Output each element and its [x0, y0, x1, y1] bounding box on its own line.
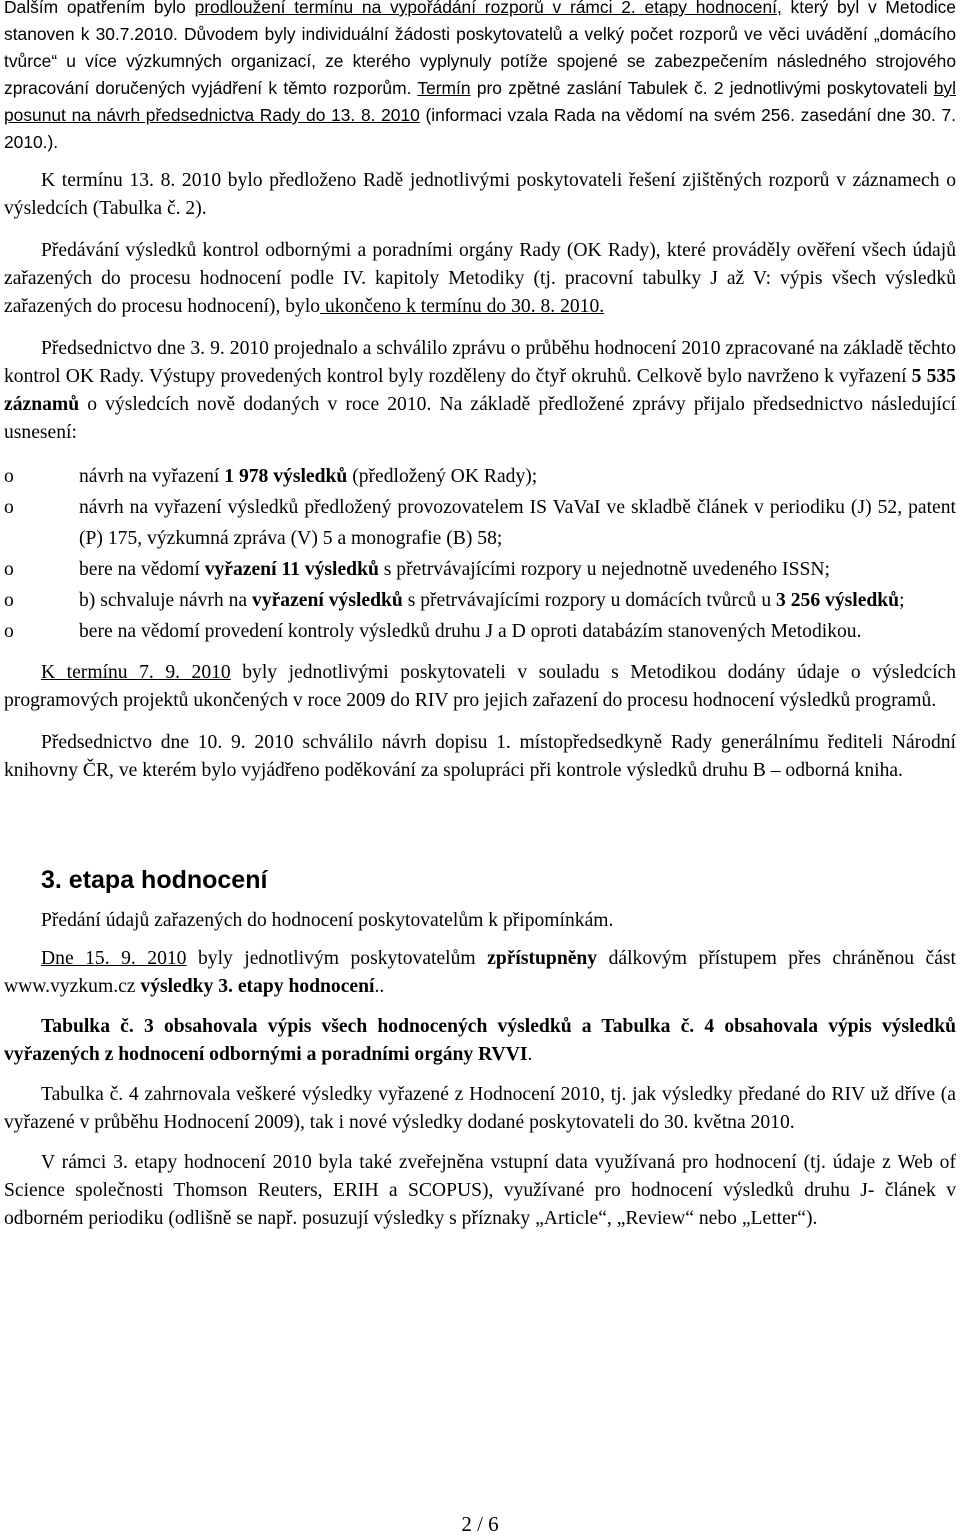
- underlined-text: Dne 15. 9. 2010: [41, 948, 187, 969]
- underlined-text: prodloužení termínu na vypořádání rozporů v rámci 2. etapy hodnocení,: [194, 0, 782, 17]
- bullet: o: [4, 497, 14, 518]
- paragraph-access: Dne 15. 9. 2010 byly jednotlivým poskytovatelům zpřístupněny dálkovým přístupem přes chráněnou část www.vyzkum.cz výsledky 3. etapy hodnocení..: [4, 948, 956, 997]
- paragraph-table-4: Tabulka č. 4 zahrnovala veškeré výsledky vyřazené z Hodnocení 2010, tj. jak výsledky předané do RIV už dříve (a vyřazené v průběhu Hodnocení 2009), tak i nové výsledky dodané poskytovateli do 30. května 2010.: [4, 1084, 956, 1133]
- underlined-text: ukončeno k termínu do 30. 8. 2010.: [320, 296, 605, 317]
- underlined-text: byl posunut na návrh předsednictva Rady do 13. 8. 2010: [4, 78, 956, 125]
- resolution-list: [4, 461, 956, 647]
- document-page: [4, 0, 956, 1233]
- bullet: o: [4, 590, 14, 611]
- paragraph-input-data: V rámci 3. etapy hodnocení 2010 byla také zveřejněna vstupní data využívaná pro hodnocení (tj. údaje z Web of Science společnosti Thomson Reuters, ERIH a SCOPUS), využívané pro hodnocení výsledků druhu J- článek v odborném periodiku (odlišně se např. posuzují výsledky s příznaky „Article“, „Review“ nebo „Letter“).: [4, 1152, 956, 1229]
- paragraph-control-results: Předávání výsledků kontrol odbornými a poradními orgány Rady (OK Rady), které prováděly ověření všech údajů zařazených do procesu hodnocení podle IV. kapitoly Metodiky (tj. pracovní tabulky J až V: výpis všech výsledků zařazených do procesu hodnocení), bylo ukončeno k termínu do 30. 8. 2010.: [4, 240, 956, 317]
- paragraph-deadline-13-8: K termínu 13. 8. 2010 bylo předloženo Radě jednotlivými poskytovateli řešení zjištěných rozporů v záznamech o výsledcích (Tabulka č. 2).: [4, 170, 956, 219]
- underlined-text: Termín: [417, 78, 471, 98]
- section-heading: 3. etapa hodnocení: [41, 866, 268, 894]
- bullet: o: [4, 559, 14, 580]
- paragraph-deadline-7-9: K termínu 7. 9. 2010 byly jednotlivými poskytovateli v souladu s Metodikou dodány údaje o výsledcích programových projektů ukončených v roce 2009 do RIV pro jejich zařazení do procesu hodnocení výsledků programů.: [4, 662, 957, 711]
- bullet: o: [4, 621, 14, 642]
- page-number: 2 / 6: [461, 1512, 499, 1536]
- list-item: o b) schvaluje návrh na vyřazení výsledků s přetrvávajícími rozpory u domácích tvůrců u 3 256 výsledků;: [4, 585, 956, 616]
- paragraph-presidium-10-9: Předsednictvo dne 10. 9. 2010 schválilo návrh dopisu 1. místopředsedkyně Rady generálnímu řediteli Národní knihovny ČR, ve kterém bylo vyjádřeno poděkování za spolupráci při kontrole výsledků druhu B – odborná kniha.: [4, 732, 956, 781]
- list-item: o bere na vědomí vyřazení 11 výsledků s přetrvávajícími rozpory u nejednotně uvedeného ISSN;: [4, 554, 956, 585]
- list-item: o bere na vědomí provedení kontroly výsledků druhu J a D oproti databázím stanovených Metodikou.: [4, 616, 956, 647]
- paragraph-tables: Tabulka č. 3 obsahovala výpis všech hodnocených výsledků a Tabulka č. 4 obsahovala výpis výsledků vyřazených z hodnocení odbornými a poradními orgány RVVI.: [4, 1016, 956, 1065]
- underlined-text: K termínu 7. 9. 2010: [41, 662, 231, 683]
- bullet: o: [4, 466, 14, 487]
- list-item: o návrh na vyřazení výsledků předložený provozovatelem IS VaVaI ve skladbě článek v periodiku (J) 52, patent (P) 175, výzkumná zpráva (V) 5 a monografie (B) 58;: [4, 492, 956, 554]
- paragraph-handover: Předání údajů zařazených do hodnocení poskytovatelům k připomínkám.: [41, 910, 614, 931]
- paragraph-presidium-3-9: Předsednictvo dne 3. 9. 2010 projednalo a schválilo zprávu o průběhu hodnocení 2010 zpracované na základě těchto kontrol OK Rady. Výstupy provedených kontrol byly rozděleny do čtyř okruhů. Celkově bylo navrženo k vyřazení 5 535 záznamů o výsledcích nově dodaných v roce 2010. Na základě předložené zprávy přijalo předsednictvo následující usnesení:: [4, 338, 956, 443]
- list-item: o návrh na vyřazení 1 978 výsledků (předložený OK Rady);: [4, 461, 956, 492]
- paragraph-extension: Dalším opatřením bylo prodloužení termínu na vypořádání rozporů v rámci 2. etapy hodnocení, který byl v Metodice stanoven k 30.7.2010. Důvodem byly individuální žádosti poskytovatelů a velký počet rozporů ve věci uvádění „domácího tvůrce“ u více výzkumných organizací, ze kterého vyplynuly potíže spojené se zabezpečením následného strojového zpracování doručených vyjádření k těmto rozporům. Termín pro zpětné zaslání Tabulek č. 2 jednotlivými poskytovateli byl posunut na návrh předsednictva Rady do 13. 8. 2010 (informaci vzala Rada na vědomí na svém 256. zasedání dne 30. 7. 2010.).: [4, 0, 956, 156]
